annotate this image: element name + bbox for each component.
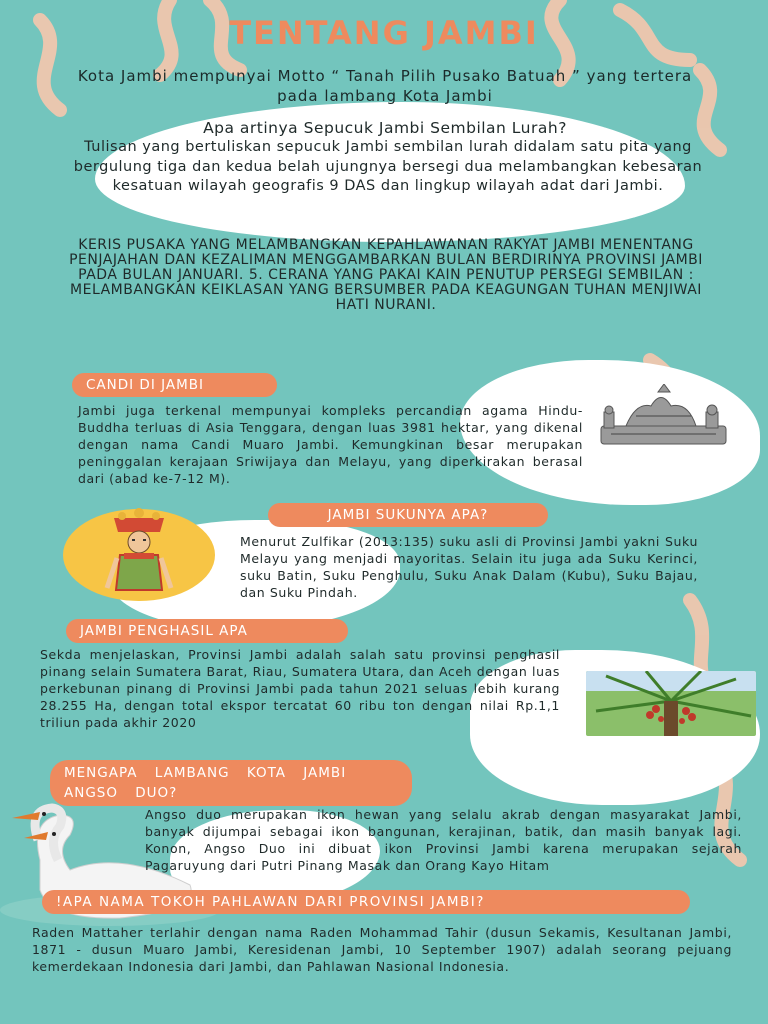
motto-text: Kota Jambi mempunyai Motto “ Tanah Pilih Pusako Batuah ” yang tertera pada lambang Kota Jambi bbox=[77, 67, 693, 105]
candi-text: Jambi juga terkenal mempunyai kompleks percandian agama Hindu-Buddha terluas di Asia Tenggara, dengan luas 3981 hektar, yang dikenal dengan nama Candi Muaro Jambi. Kemungkinan besar merupakan peninggalan kerajaan Sriwijaya dan Melayu, yang diperkirakan berasal dari (abad ke-7-12 M). bbox=[78, 403, 583, 486]
suku-heading: JAMBI SUKUNYA APA? bbox=[268, 503, 548, 527]
penghasil-text: Sekda menjelaskan, Provinsi Jambi adalah salah satu provinsi penghasil pinang selain Sumatera Barat, Riau, Sumatera Utara, dan Aceh dengan luas perkebunan pinang di Provinsi Jambi pada tahun 2021 seluas lebih kurang 28.255 Ha, dengan total ekspor tercatat 60 ribu ton dengan nilai Rp.1,1 triliun pada akhir 2020 bbox=[40, 647, 560, 730]
temple-illustration bbox=[596, 384, 731, 454]
angso-heading-label: MENGAPA LAMBANG KOTA JAMBI ANGSO DUO? bbox=[64, 765, 347, 801]
betel-nut-photo bbox=[586, 671, 756, 736]
angso-heading bbox=[50, 760, 412, 806]
suku-text: Menurut Zulfikar (2013:135) suku asli di Provinsi Jambi yakni Suku Melayu yang menjadi mayoritas. Selain itu juga ada Suku Kerinci, suku Batin, Suku Penghulu, Suku Anak Dalam (Kubu), Suku Bajau, dan Suku Pindah. bbox=[240, 534, 698, 600]
page-title: TENTANG JAMBI bbox=[229, 14, 539, 52]
keris-paragraph: KERIS PUSAKA YANG MELAMBANGKAN KEPAHLAWANAN RAKYAT JAMBI MENENTANG PENJAJAHAN DAN KEZALIMAN MENGGAMBARKAN BULAN BERDIRINYA PROVINSI JAMBI PADA BULAN JANUARI. 5. CERANA YANG PAKAI KAIN PENUTUP PERSEGI SEMBILAN : MELAMBANGKAN KEIKLASAN YANG BERSUMBER PADA KEAGUNGAN TUHAN MENJIWAI HATI NURANI. bbox=[69, 237, 703, 313]
tokoh-heading: !APA NAMA TOKOH PAHLAWAN DARI PROVINSI JAMBI? bbox=[42, 890, 690, 914]
candi-heading: CANDI DI JAMBI bbox=[72, 373, 277, 397]
angso-text: Angso duo merupakan ikon hewan yang selalu akrab dengan masyarakat Jambi, banyak dijumpai sebagai ikon bangunan, kerajinan, batik, dan masih banyak lagi. Konon, Angso Duo ini dibuat ikon Provinsi Jambi karena merupakan sejarah Pagaruyung dari Putri Pinang Masak dan Orang Kayo Hitam bbox=[145, 807, 742, 873]
traditional-costume-illustration bbox=[62, 508, 217, 603]
tokoh-text: Raden Mattaher terlahir dengan nama Raden Mohammad Tahir (dusun Sekamis, Kesultanan Jambi, 1871 - dusun Muaro Jambi, Keresidenan Jambi, 10 September 1907) adalah seorang pejuang kemerdekaan Indonesia dari Jambi, dan Pahlawan Nasional Indonesia. bbox=[32, 925, 732, 974]
penghasil-heading: JAMBI PENGHASIL APA bbox=[66, 619, 348, 643]
question-heading: Apa artinya Sepucuk Jambi Sembilan Lurah? bbox=[203, 119, 567, 137]
question-answer: Tulisan yang bertuliskan sepucuk Jambi sembilan lurah didalam satu pita yang bergulung tiga dan kedua belah ujungnya bersegi dua melambangkan kebesaran kesatuan wilayah geografis 9 DAS dan lingkup wilayah adat dari Jambi. bbox=[73, 139, 703, 194]
